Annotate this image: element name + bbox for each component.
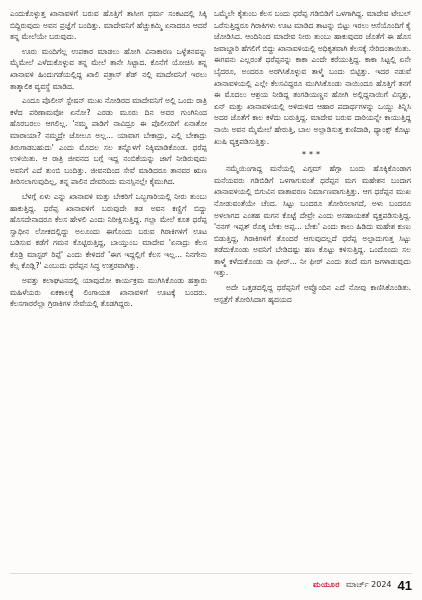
magazine-logo: ಮಯೂರ bbox=[312, 580, 340, 589]
paragraph: ಎಂದುಕೊಳ್ಳುತ್ತ ಖಾನಾವಳಿಗೆ ಬರುವ ಹೊತ್ತಿಗೆ ತಾಸೀಗ ಧರ್ಮ ಸಂಕಟದಲ್ಲಿ ಸಿಕ್ಕಿ ಬಿದ್ದಿರುವುದು ಅವನ ಪ್ರಜ್ಞೆಗೆ ಬಂದಿತ್ತು. ಮಾದೇವನಿಗೆ ಹೆಚ್ಚುಕಮ್ಮಿ ಏನಾದರೂ ಆದರೆ ತನ್ನ ಮೇಲೆಯೇ ಬರುವುದು. bbox=[10, 9, 207, 42]
paragraph: ಒಮ್ಮೆಲೇ ಕೈತುಂಬ ಕೆಲಸ ಬಂದು ಧರೆಪ್ಪ ಗಡಿಬಿಡಿಗೆ ಒಳಗಾಗಿದ್ದ. ಮಾದೇವ ಟೇಬಲ್ ಒರೆಸುತ್ತಿದ್ದರೂ ಗಿರಾಕಿಗಳು ಊಟ ಮಾಡಿದ ತಾಟನ್ನು ಬಿಟ್ಟು ಇರಲು ಆಸೆಯೊಂದಿಗೆ ಕೈ ಜೋಡಿಸಿದ. ಆಂದಿನಿಂದ ಮಾದೇವ ನೀರು ತುಂಬು ಹಾಕುವುದರ ಜೊತೆಗೆ ಈ ಹೊಸ ಜವಾಬ್ದಾರಿ ಹೆಗಲಿಗೆ ಬಿದ್ದು ಖಾನಾವಳಿಯಲ್ಲಿ ಅಧಿಕೃತವಾಗಿ ಕೆಲಸಕ್ಕೆ ಸೇರಿದಂತಾಯಿತು. ಈಗವನು ಎಲ್ಲರಂತೆ ಧರೆಪ್ಪನನ್ನು ಕಾಕಾ ಎಂದೇ ಕರೆಯುತ್ತಿದ್ದ. ಕಾಕಾ ಸಿಟ್ಟಲ್ಲಿ ಏನೇ ಬೈದರೂ, ಅಂದರೂ ಅರಗಿಸಿಕೊಳ್ಳುವ ತಾಳ್ಮೆ ಬಂದು ಬಿಟ್ಟಿತ್ತು. ಇದರ ನಡುವೆ ಖಾನಾವಳಿಯಲ್ಲಿ ಎಲ್ಲೇ ಕೆಲಸವಿದ್ದರೂ ಮುಗಿಸಿಕೊಂಡು ನಾಯಿಂದೂ ಹೊತ್ತಿಗೆ ತನಗೆ ಈ ಮೊದಲು ಆಶ್ರಯ ನೀಡಿದ್ದ ತಂಗಡಿಯಣ್ಣನ ಹೋಗಿ ಅಲ್ಲಿದ್ದನಾಯಿಗೆ ವಿಸ್ಕತ್ತು, ಏನ್ ಮತ್ತು ಖಾನಾವಳಿಯಲ್ಲಿ ಅಳಿದುಳಿದ ಆಹಾರ ಪದಾರ್ಥಗಳನ್ನು ಒಯ್ದು ತಿನ್ನಿಸಿ ಅದರ ಜೊತೆಗೆ ಕಾಲ ಕಳೆದು ಬರುತ್ತಿದ್ದ. ಮಾದೇವ ಬರುವ ದಾರಿಯನ್ನೇ ಕಾಯುತ್ತಿದ್ದ ನಾಯಿ ಅವನ ಮೈಮೇಲೆ ಹೇರುತ್ತಿ, ಬಾಲ ಅಲ್ಲಾಡಿಸುತ್ತ ಕುಣಿದಾಡಿ, ಥ್ಯಾಂಕ್ಸ್ ಕೊಟ್ಟು ಖುಷಿ ವ್ಯಕ್ತಪಡಿಸುತ್ತಿತ್ತು. bbox=[214, 9, 411, 146]
page-number: 41 bbox=[397, 577, 412, 593]
paragraph: ಅವತ್ತು ಕಲಾಘಟನದಲ್ಲಿ ಯಾವುದೋ ಕಾರ್ಯಕ್ರಮ ಮುಗಿಸಿಕೊಂಡು ಹತ್ತಾರು ಮಹಿಳೆಯರು ಏಕಕಾಲಕ್ಕೆ ಲಿಂಗಾಯತ ಖಾನಾವಳಿಗೆ ಊಟಕ್ಕೆ ಬಂದರು. ಕೆಲಸಗಾರರೆಲ್ಲಾ ಗ್ರಿರಾಕಿಗಳ ಸೇವೆಯಲ್ಲಿ ತೊಡಗಿದ್ದರು. bbox=[10, 276, 207, 309]
article-columns bbox=[10, 8, 412, 574]
paragraph: ಊರು ಮಂದಿಗೆಲ್ಲ ಉಪಕಾರ ಮಾಡಲು ಹೋಗಿ ವಿನಾಕಾರಣ ಒಳ್ಳೆತನವನ್ನು ಮೈಮೇಲೆ ಎಳೆದುಕೊಳ್ಳುವ ತನ್ನ ಮೇಲೆ ತಾನೇ ಸಿಟ್ಟಾದ. ಕೊನೆಗೆ ಯೋಚಿಸಿ ತನ್ನ ಖಾನಾವಳಿ ಹಿಂದುಗಡೆಯಲ್ಲಿದ್ದ ಖಾಲಿ ಪತ್ರಾಸ್ ಶೆಡ್ ನಲ್ಲಿ ಮಾದೇವನಿಗೆ ಇರಲು ತಾತ್ಕಾಲಿಕ ವ್ಯವಸ್ಥೆ ಮಾಡಿದ. bbox=[10, 46, 207, 91]
right-column bbox=[214, 8, 411, 574]
paragraph: ಎಂದೂ ಪೊಲೀಸ್ ಸ್ಟೇಷನ್ ಮುಖ ನೋಡಿರದ ಮಾದೇವನಿಗೆ ಅಲ್ಲಿ ಒಂದು ರಾತ್ರಿ ಕಳೆದ ಪರಿಣಾಮವೋ ಏನೋ? ಎರಡು ಮೂರು ದಿನ ಅವರ ಗುಂಗಿನಿಂದ ಹೊರಬರಲು ಆಗಲಿಲ್ಲ. 'ನಮ್ಮ ಪಾಡಿಗೆ ನಾವಿದ್ರೂ ಈ ಪೊಲೀಸರಿಗೆ ಏನಾತೋ ಮಾರಾಯಾ? ನಮ್ಮದ್ರೇ ಜೋಲೂ ಅಲ್ಲ... ಯಾವಾಗ ಬೇಕಾದ್ರು, ಎಲ್ಲಿ ಬೇಕಾದ್ರು ತಿರುಗಾಡಬಹುದು' ಎಂದು ಮೊದಲ ಸಲ ತನ್ನೊಳಗೆ ನಿಕ್ಕಿಮಾಡಿಕೊಂಡ. ಧರೆಪ್ಪ ಉಳಿಯಿತು. ಆ ರಾತ್ರಿ ಜೀವನದ ಬಗ್ಗೆ ಇದ್ದ ನಂಬಿಕೆಯನ್ನು ಜಾಗೆ ನೀಡಿರುವುದು ಅವನಿಗೆ ಎದೆ ತುಂಬಿ ಬಂದಿತ್ತು. ಜೀವನದಿಂದ ಸೇವೆ ಮಾಡಿದರೂ ತಾನವರ ಋಣ ತೀರಿಸಲಾಗುವುದಿಲ್ಲ, ತನ್ನ ಪಾಲಿನ ದೇವರಿಂದು ಮನಸ್ಸಿನಲ್ಲೇ ಕೈಮುಗಿದ. bbox=[10, 96, 207, 187]
paragraph: ಅದೇ ಒತ್ತಡದಲ್ಲಿದ್ದ ಧರೆಪ್ಪನಿಗೆ ಅವ್ವೊಂದಿನ ಎದೆ ನೋವು ಕಾಣಿಸಿಕೊಂಡಿತು. ಆಸ್ಪತ್ರೆಗೆ ತೋರಿಸಿದಾಗ ಹೃದಯದ bbox=[214, 283, 411, 304]
section-break: *** bbox=[302, 150, 323, 160]
left-column bbox=[10, 8, 207, 574]
page-footer bbox=[10, 573, 412, 594]
paragraph: ನಮ್ಮೆಯಿಂಗಾದ್ದ ಮನೆಯಲ್ಲಿ ಎಗ್ಗಮ್ ಹೆಗ್ಗಾ ಬಂದು ಹೊಕ್ಕಿಕೊಂಡಾಗ ಮನೆಯವರು ಗಡಿಬಿಡಿಗೆ ಒಳಗಾಗುವಂತೆ ಧರೆಪ್ಪನ ಮಗ ಮಹೇಶನ ಬಂದಾಗ ಖಾನಾವಳಿಯಲ್ಲಿ ಬಿಗುವಿನ ವಾತಾವರಣ ನಿರ್ಮಾಣವಾಗುತ್ತಿತ್ತು. ಆಗ ಧರೆಪ್ಪನ ಮುಖ ನೋಡುವಂತೆಯೇ ಚೆಂದ. ಸಿಟ್ಟು ಬಂದರೂ ತೋರಿಸಲಾಗದೆ, ಅಳು ಬಂದರೂ ಅಳಲಾಗದ ಎಂತಹ ಮಗನ ಕೊಟ್ಟೆ ದೇವ್ರೇ ಎಂದು ಅಸಹಾಯಕತೆ ವ್ಯಕ್ತಪಡಿಸುತ್ತಿದ್ದ. 'ನನಗ್ ಇಪ್ಪತ್ ರೊಕ್ಕ ಬೇಕು ಅಪ್ಪ... ಬೇಕು' ಎಂದು ಕಾಲು ಹಿಡಿದು ಮಹೇಶ ಕುಣು ಬಿಡುತ್ತಿದ್ದ, ಗಿರಾಕಿಗಳಿಗೆ ತೊಂದರೆ ಆಗುವುದಲ್ಲದೆ ಧರೆಪ್ಪ ಅಲ್ಪಾದುಗುತ್ತ ಸಿಟ್ಟು ತಡೆದುಕೊಂಡು ಅವನಿಗೆ ಬೇಡಿದಷ್ಟು ಹಣ ಕೊಟ್ಟು ಕಳಿಸುತ್ತಿದ್ದ. ಒಂದೊಂದು ಸಲ ತಾಳ್ಮೆ ಕಳೆದುಕೊಂಡು ನಾ ಫೀರ್... ನೀ ಫೀರ್ ಎಂದು ತಂದೆ ಮಗ ಜಗಳಾಡುವುದು ಇತ್ತು. bbox=[214, 164, 411, 278]
issue-date: ಮಾರ್ಚ್ 2024 bbox=[345, 580, 392, 589]
paragraph: ಬೆಳಗ್ಗೆ ಏಳು ಎನ್ನು ಖಾನಾವಳಿ ಮತ್ತು ಬೇಕರಿಗೆ ಒಬ್ಬಗಾರಿಯಲ್ಲಿ ನೀರು ತುಂಬು ಹಾಕುತ್ತಿದ್ದ. ಧರೆಪ್ಪ ಖಾನಾವಳಿಗೆ ಬರುವುದೇ ತಡ ಅವನ ಕಣ್ಣಿಗೆ ಬಿದ್ದು ಹೊಸದೇನಾದರೂ ಕೆಲಸ ಹೇಳಲಿ ಎಂದು ನಿರೀಕ್ಷಿಸುತ್ತಿದ್ದ. ಗಲ್ಲಾ ಮೇಲೆ ಕೂತ ಧರೆಪ್ಪ ಸ್ವಾಧೀನ ಲೋಕದಲ್ಲಿದ್ದು ಅಲೂಂದು ಈಗೊಂದು ಬರುವ ಗಿರಾಕಿಗಳಿಗೆ ಊಟ ಬಡಿಸುವ ಕಡೆಗೆ ಗಮನ ಕೊಟ್ಟಿರುತ್ತಿದ್ದ, ಬಾಯ್ತುಂಬ ಮಾದೇವ 'ಏನಾದ್ರು ಕೆಲಸ ಕೊಡ್ರಿ ಮಾಸ್ಟರ್ ರಿಪ್ಪೆ' ಎಂದು ಕೇಳಿದರೆ 'ಈಗ ಇದ್ದಲ್ಲಿಗೆ ಕೆಲಸ ಇಲ್ಲ... ನಿನಗೇನು ಕೆಲ್ಸ ಕೊಡ್ಲಿ?' ಎಂಬುದು ಧರೆಪ್ಪನ ಸಿದ್ಧ ಉತ್ತರವಾಗಿತ್ತು. bbox=[10, 191, 207, 271]
